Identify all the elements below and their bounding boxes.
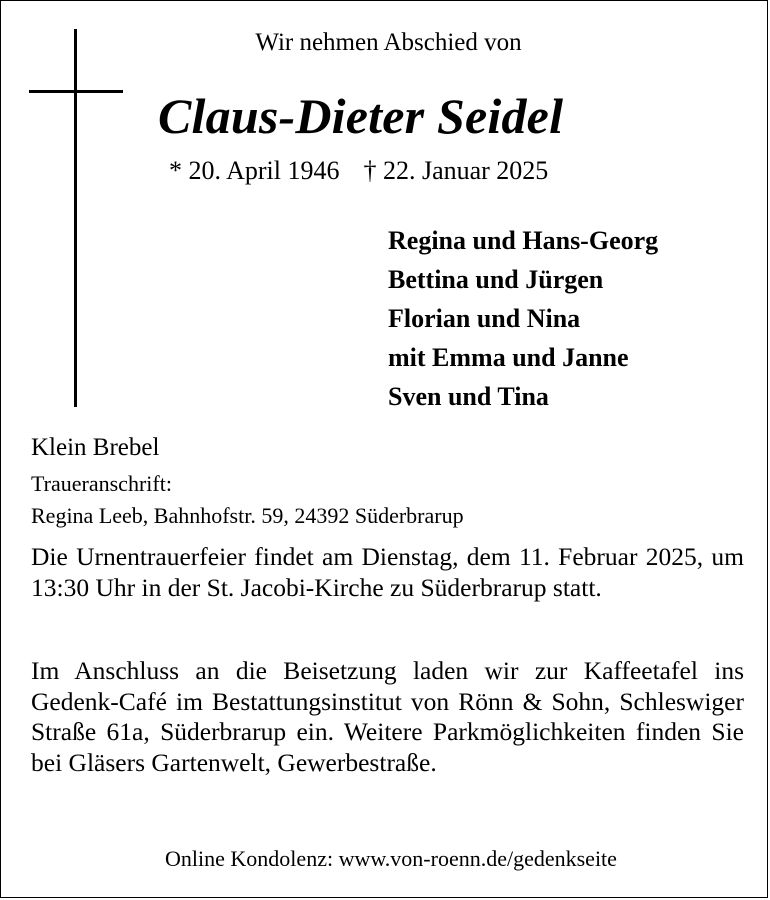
mourning-address: Regina Leeb, Bahnhofstr. 59, 24392 Süderbrarup — [31, 503, 464, 528]
mourner-line: Bettina und Jürgen — [388, 265, 604, 294]
cross-vertical-bar — [74, 29, 77, 407]
mourner-line: mit Emma und Janne — [388, 343, 629, 372]
mourner-line: Sven und Tina — [388, 382, 549, 411]
intro-text: Wir nehmen Abschied von — [255, 29, 522, 56]
place-name: Klein Brebel — [31, 434, 160, 461]
birth-date: * 20. April 1946 — [169, 156, 340, 185]
deceased-name: Claus-Dieter Seidel — [158, 88, 564, 144]
mourner-line: Florian und Nina — [388, 304, 581, 333]
ceremony-paragraph: Die Urnentrauerfeier findet am Dienstag, dem 11. Februar 2025, um 13:30 Uhr in der St. Jacobi-Kirche zu Süderbrarup statt. — [31, 542, 744, 602]
mourners-list — [388, 221, 658, 416]
cross-horizontal-bar — [29, 90, 123, 93]
death-date: † 22. Januar 2025 — [363, 156, 549, 185]
address-label: Traueranschrift: — [31, 471, 172, 496]
mourner-line: Regina und Hans-Georg — [388, 226, 659, 255]
online-condolence: Online Kondolenz: www.von-roenn.de/gedenkseite — [165, 846, 617, 871]
life-dates — [169, 156, 548, 186]
reception-paragraph: Im Anschluss an die Beisetzung laden wir zur Kaffeetafel ins Gedenk-Café im Bestattungsinstitut von Rönn & Sohn, Schleswiger Straße 61a, Süderbrarup ein. Weitere Parkmöglichkeiten finden Sie bei Gläsers Gartenwelt, Gewerbestraße. — [31, 656, 744, 777]
